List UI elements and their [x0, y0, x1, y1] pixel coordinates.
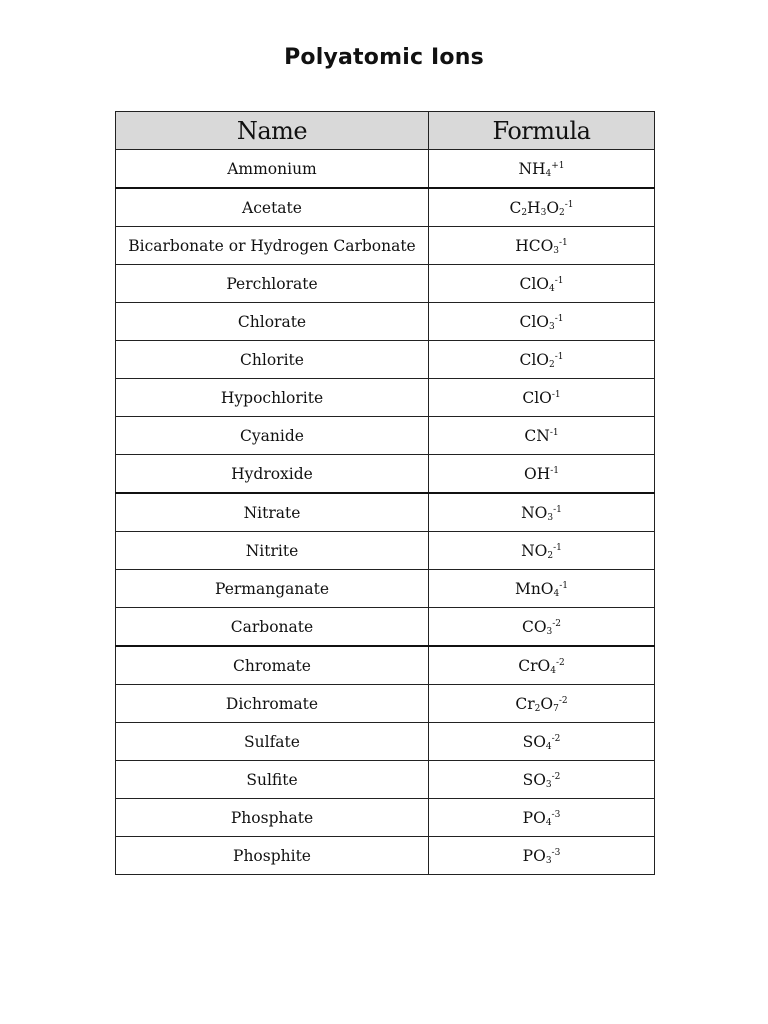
table-row [116, 532, 655, 570]
formula-charge: -1 [553, 542, 562, 553]
formula-symbol: CO [521, 617, 547, 636]
table-row [116, 341, 655, 379]
ion-formula-cell [429, 455, 655, 494]
ion-name-cell: Chromate [116, 646, 429, 685]
table-row [116, 265, 655, 303]
formula-symbol: NH [518, 159, 546, 178]
table-row [116, 227, 655, 265]
formula-symbol: HCO [515, 236, 554, 255]
formula-subscript: 2 [534, 703, 541, 714]
table-row [116, 417, 655, 455]
formula-subscript: 7 [553, 703, 559, 714]
ion-name-cell: Bicarbonate or Hydrogen Carbonate [116, 227, 429, 265]
formula-charge: -1 [564, 199, 574, 210]
table-row [116, 379, 655, 417]
ion-formula-cell [429, 265, 655, 303]
ion-formula-cell [429, 799, 655, 837]
formula-charge: -2 [552, 618, 562, 629]
formula-charge: +1 [551, 160, 565, 171]
formula-subscript: 3 [553, 245, 560, 256]
table-row [116, 723, 655, 761]
ion-formula-cell [429, 608, 655, 647]
table-row [116, 493, 655, 532]
table-row [116, 799, 655, 837]
ion-formula-cell [429, 341, 655, 379]
formula-symbol: O [540, 694, 554, 713]
formula-subscript: 4 [553, 588, 560, 599]
formula-symbol: NO [521, 503, 548, 522]
formula-subscript: 3 [549, 321, 555, 332]
table-row [116, 303, 655, 341]
ion-name-cell: Sulfate [116, 723, 429, 761]
column-header-formula: Formula [429, 112, 655, 150]
ion-formula-cell [429, 493, 655, 532]
ion-formula-cell [429, 570, 655, 608]
ion-name-cell: Chlorite [116, 341, 429, 379]
formula-symbol: PO [522, 808, 546, 827]
table-header-row [116, 112, 655, 150]
ion-name-cell: Hydroxide [116, 455, 429, 494]
table-body [116, 150, 655, 875]
formula-symbol: ClO [519, 312, 549, 331]
ion-name-cell: Hypochlorite [116, 379, 429, 417]
formula-symbol: Cr [515, 694, 535, 713]
table-row [116, 685, 655, 723]
table-row [116, 761, 655, 799]
formula-charge: -3 [551, 809, 561, 820]
ion-formula-cell [429, 532, 655, 570]
formula-charge: -2 [555, 657, 565, 668]
formula-charge: -2 [551, 771, 561, 782]
formula-symbol: CrO [518, 656, 551, 675]
formula-symbol: O [546, 198, 560, 217]
formula-subscript: 3 [545, 855, 552, 866]
formula-subscript: 3 [540, 207, 547, 218]
formula-subscript: 3 [545, 779, 552, 790]
table-row [116, 646, 655, 685]
polyatomic-ions-table [115, 111, 655, 875]
formula-charge: -1 [554, 275, 564, 286]
formula-charge: -1 [554, 351, 564, 362]
formula-subscript: 3 [547, 512, 554, 523]
ion-name-cell: Phosphate [116, 799, 429, 837]
formula-charge: -1 [559, 237, 568, 248]
ion-formula-cell [429, 646, 655, 685]
ion-formula-cell [429, 150, 655, 189]
table-row [116, 570, 655, 608]
ion-name-cell: Carbonate [116, 608, 429, 647]
ion-formula-cell [429, 723, 655, 761]
ion-name-cell: Nitrate [116, 493, 429, 532]
formula-subscript: 4 [545, 817, 552, 828]
ion-formula-cell [429, 837, 655, 875]
formula-symbol: ClO [519, 274, 549, 293]
formula-symbol: CN [524, 426, 550, 445]
ion-name-cell: Phosphite [116, 837, 429, 875]
ion-name-cell: Nitrite [116, 532, 429, 570]
table-row [116, 455, 655, 494]
formula-symbol: SO [522, 732, 546, 751]
ion-formula-cell [429, 379, 655, 417]
formula-subscript: 4 [545, 168, 552, 179]
ion-formula-cell [429, 303, 655, 341]
formula-symbol: H [527, 198, 541, 217]
formula-charge: -1 [550, 465, 559, 476]
ion-formula-cell [429, 417, 655, 455]
ion-formula-cell [429, 761, 655, 799]
formula-charge: -2 [558, 695, 568, 706]
formula-subscript: 4 [550, 665, 556, 676]
formula-symbol: PO [522, 846, 546, 865]
formula-charge: -1 [553, 504, 562, 515]
page-title: Polyatomic Ions [284, 45, 484, 70]
table-row [116, 837, 655, 875]
ion-name-cell: Cyanide [116, 417, 429, 455]
formula-charge: -1 [559, 580, 569, 591]
formula-subscript: 2 [559, 207, 565, 218]
formula-charge: -1 [549, 427, 559, 438]
formula-charge: -1 [554, 313, 564, 324]
ion-formula-cell [429, 685, 655, 723]
table-row [116, 150, 655, 189]
formula-charge: -3 [551, 847, 561, 858]
formula-subscript: 2 [521, 207, 528, 218]
formula-symbol: MnO [514, 579, 554, 598]
ion-name-cell: Chlorate [116, 303, 429, 341]
formula-subscript: 2 [547, 550, 554, 561]
formula-symbol: OH [523, 464, 551, 483]
ion-name-cell: Ammonium [116, 150, 429, 189]
formula-symbol: NO [521, 541, 548, 560]
formula-charge: -1 [551, 389, 561, 400]
formula-symbol: SO [522, 770, 546, 789]
formula-charge: -2 [551, 733, 561, 744]
ion-name-cell: Perchlorate [116, 265, 429, 303]
formula-subscript: 3 [546, 626, 553, 637]
formula-symbol: ClO [522, 388, 552, 407]
ion-formula-cell [429, 188, 655, 227]
formula-subscript: 4 [545, 741, 552, 752]
ion-name-cell: Dichromate [116, 685, 429, 723]
ion-name-cell: Sulfite [116, 761, 429, 799]
column-header-name: Name [116, 112, 429, 150]
formula-subscript: 4 [549, 283, 555, 294]
ion-formula-cell [429, 227, 655, 265]
table-row [116, 608, 655, 647]
formula-subscript: 2 [549, 359, 555, 370]
formula-symbol: ClO [519, 350, 549, 369]
ion-name-cell: Permanganate [116, 570, 429, 608]
formula-symbol: C [509, 198, 522, 217]
ion-name-cell: Acetate [116, 188, 429, 227]
table-row [116, 188, 655, 227]
